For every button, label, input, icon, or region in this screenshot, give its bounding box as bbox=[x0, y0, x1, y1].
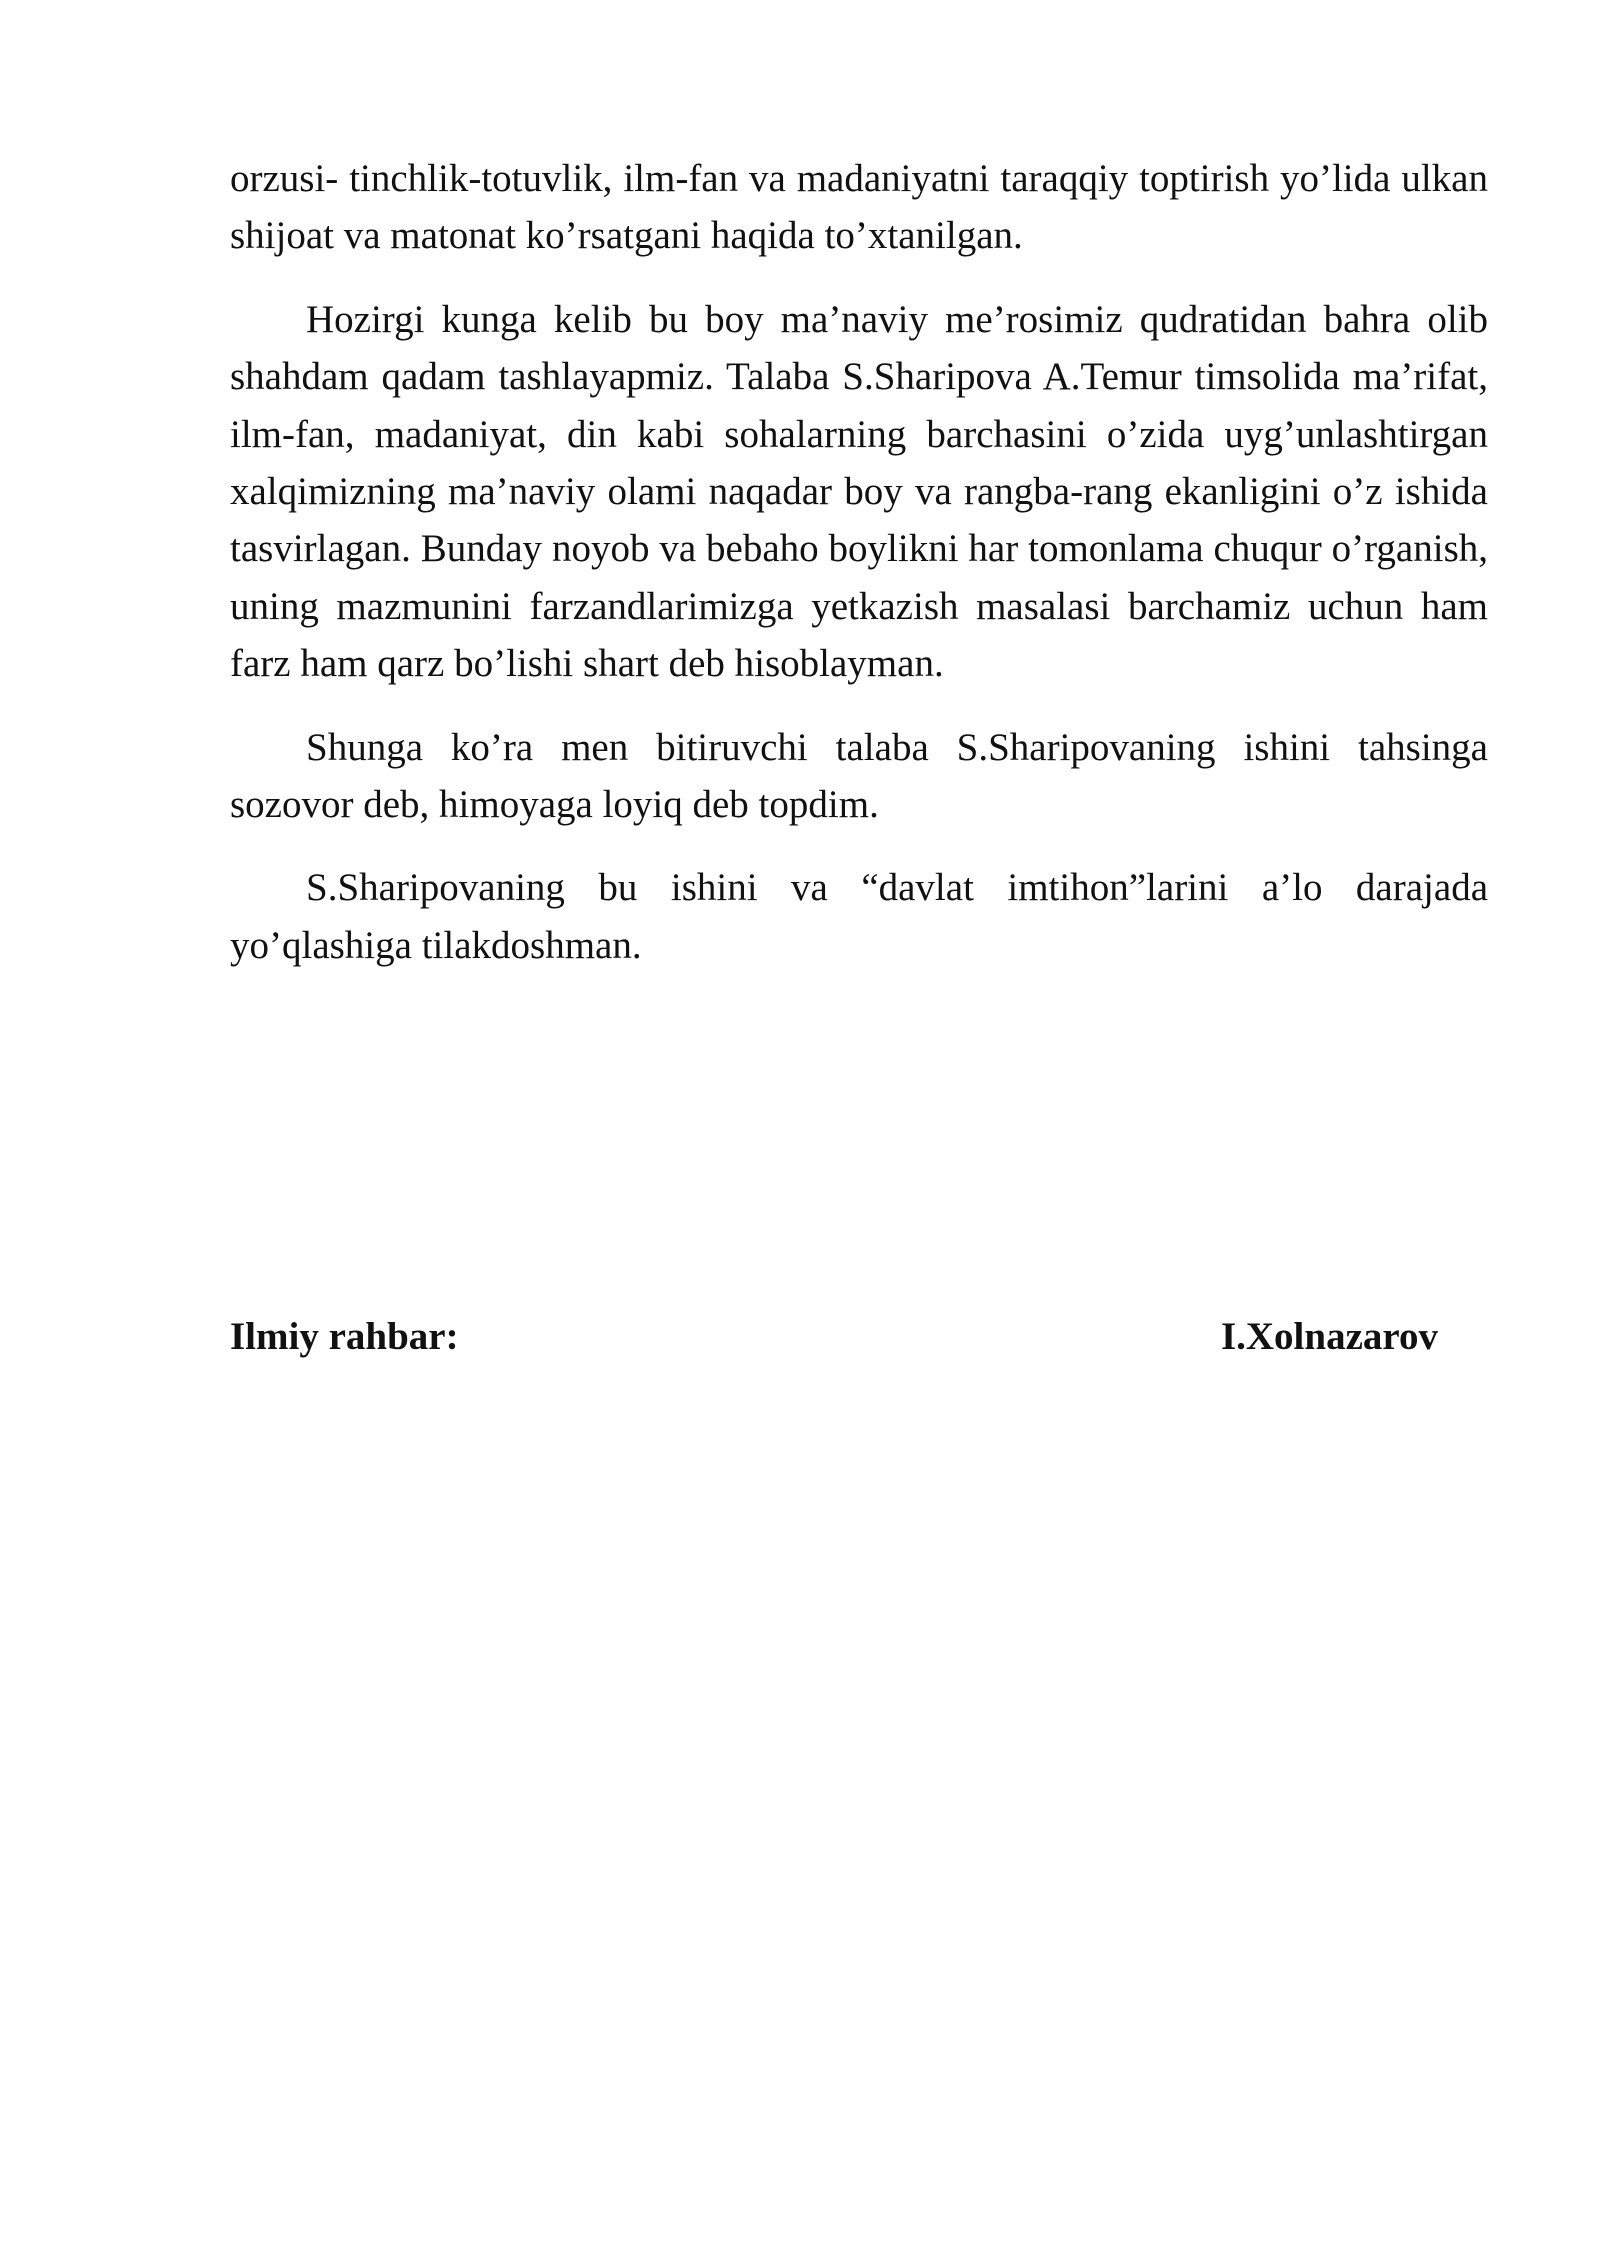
signature-name: I.Xolnazarov bbox=[1220, 1315, 1438, 1358]
paragraph-continuation: orzusi- tinchlik-totuvlik, ilm-fan va madaniyatni taraqqiy toptirish yo’lida ulkan shijoat va matonat ko’rsatgani haqida to’xtanilgan. bbox=[230, 157, 1488, 258]
paragraph-heritage: Hozirgi kunga kelib bu boy ma’naviy me’rosimiz qudratidan bahra olib shahdam qadam tashlayapmiz. Talaba S.Sharipova A.Temur timsolida ma’rifat, ilm-fan, madaniyat, din kabi sohalarning barchasini o’zida uyg’unlashtirgan xalqimizning ma’naviy olami naqadar boy va rangba-rang ekanligini o’z ishida tasvirlagan. Bunday noyob va bebaho boylikni har tomonlama chuqur o’rganish, uning mazmunini farzandlarimizga yetkazish masalasi barchamiz uchun ham farz ham qarz bo’lishi shart deb hisoblayman. bbox=[230, 297, 1488, 686]
signature-role: Ilmiy rahbar: bbox=[230, 1315, 459, 1358]
paragraph-wishes: S.Sharipovaning bu ishini va “davlat imtihon”larini a’lo darajada yo’qlashiga tilakdoshman. bbox=[230, 866, 1488, 967]
body-text bbox=[230, 150, 1488, 1000]
paragraph-assessment: Shunga ko’ra men bitiruvchi talaba S.Sharipovaning ishini tahsinga sozovor deb, himoyaga loyiq deb topdim. bbox=[230, 725, 1488, 827]
